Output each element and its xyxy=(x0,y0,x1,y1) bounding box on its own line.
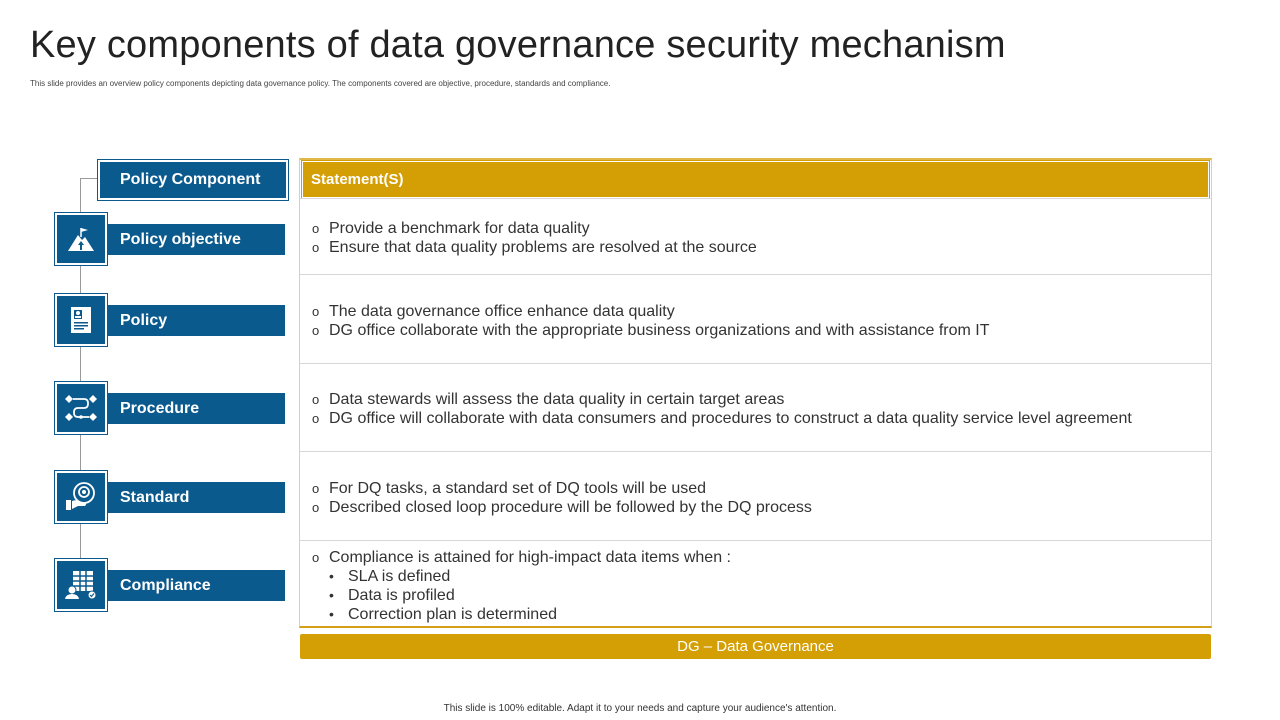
component-policy xyxy=(55,294,287,346)
sub-list-item: • Correction plan is determined xyxy=(329,606,557,623)
list-item: o The data governance office enhance data quality xyxy=(312,303,675,320)
component-label: Procedure xyxy=(107,393,285,424)
statements-table xyxy=(299,158,1212,628)
sub-list-item: • Data is profiled xyxy=(329,587,455,604)
flowchart-icon xyxy=(55,382,107,434)
table-row xyxy=(300,451,1211,540)
sub-list-item: • SLA is defined xyxy=(329,568,451,585)
list-item: o DG office will collaborate with data consumers and procedures to construct a data quality service level agreement xyxy=(312,410,1132,427)
circle-bullet: o xyxy=(312,411,320,426)
list-item: o DG office collaborate with the appropriate business organizations and with assistance from IT xyxy=(312,322,990,339)
circle-bullet: o xyxy=(312,500,320,515)
list-item: o For DQ tasks, a standard set of DQ tools will be used xyxy=(312,480,707,497)
list-item: o Compliance is attained for high-impact data items when : xyxy=(312,549,731,566)
page-subtitle: This slide provides an overview policy components depicting data governance policy. The components covered are objective, procedure, standards and compliance. xyxy=(30,79,611,88)
component-label: Policy objective xyxy=(107,224,285,255)
document-id-icon xyxy=(55,294,107,346)
circle-bullet: o xyxy=(312,304,320,319)
page-title: Key components of data governance security mechanism xyxy=(30,24,1006,66)
circle-bullet: o xyxy=(312,323,320,338)
list-item: o Described closed loop procedure will be followed by the DQ process xyxy=(312,499,812,516)
dot-bullet: • xyxy=(329,587,334,603)
connector-branch xyxy=(80,178,100,179)
component-compliance xyxy=(55,559,287,611)
dot-bullet: • xyxy=(329,568,334,584)
spreadsheet-user-icon xyxy=(55,559,107,611)
legend-bar: DG – Data Governance xyxy=(300,634,1211,659)
table-header: Statement(S) xyxy=(302,161,1209,198)
circle-bullet: o xyxy=(312,392,320,407)
circle-bullet: o xyxy=(312,221,320,236)
component-procedure xyxy=(55,382,287,434)
list-item: o Data stewards will assess the data quality in certain target areas xyxy=(312,391,785,408)
list-item: o Ensure that data quality problems are resolved at the source xyxy=(312,239,757,256)
mountain-flag-icon xyxy=(55,213,107,265)
table-row xyxy=(300,274,1211,363)
component-label: Standard xyxy=(107,482,285,513)
table-row xyxy=(300,198,1211,274)
circle-bullet: o xyxy=(312,550,320,565)
award-hand-icon xyxy=(55,471,107,523)
footer-note: This slide is 100% editable. Adapt it to your needs and capture your audience's attention. xyxy=(443,703,837,714)
component-label: Policy xyxy=(107,305,285,336)
dot-bullet: • xyxy=(329,606,334,622)
circle-bullet: o xyxy=(312,240,320,255)
list-item: o Provide a benchmark for data quality xyxy=(312,220,590,237)
table-row xyxy=(300,363,1211,451)
policy-component-header: Policy Component xyxy=(98,160,288,200)
component-standard xyxy=(55,471,287,523)
circle-bullet: o xyxy=(312,481,320,496)
table-row xyxy=(300,540,1211,626)
component-label: Compliance xyxy=(107,570,285,601)
component-policy-objective xyxy=(55,213,287,265)
